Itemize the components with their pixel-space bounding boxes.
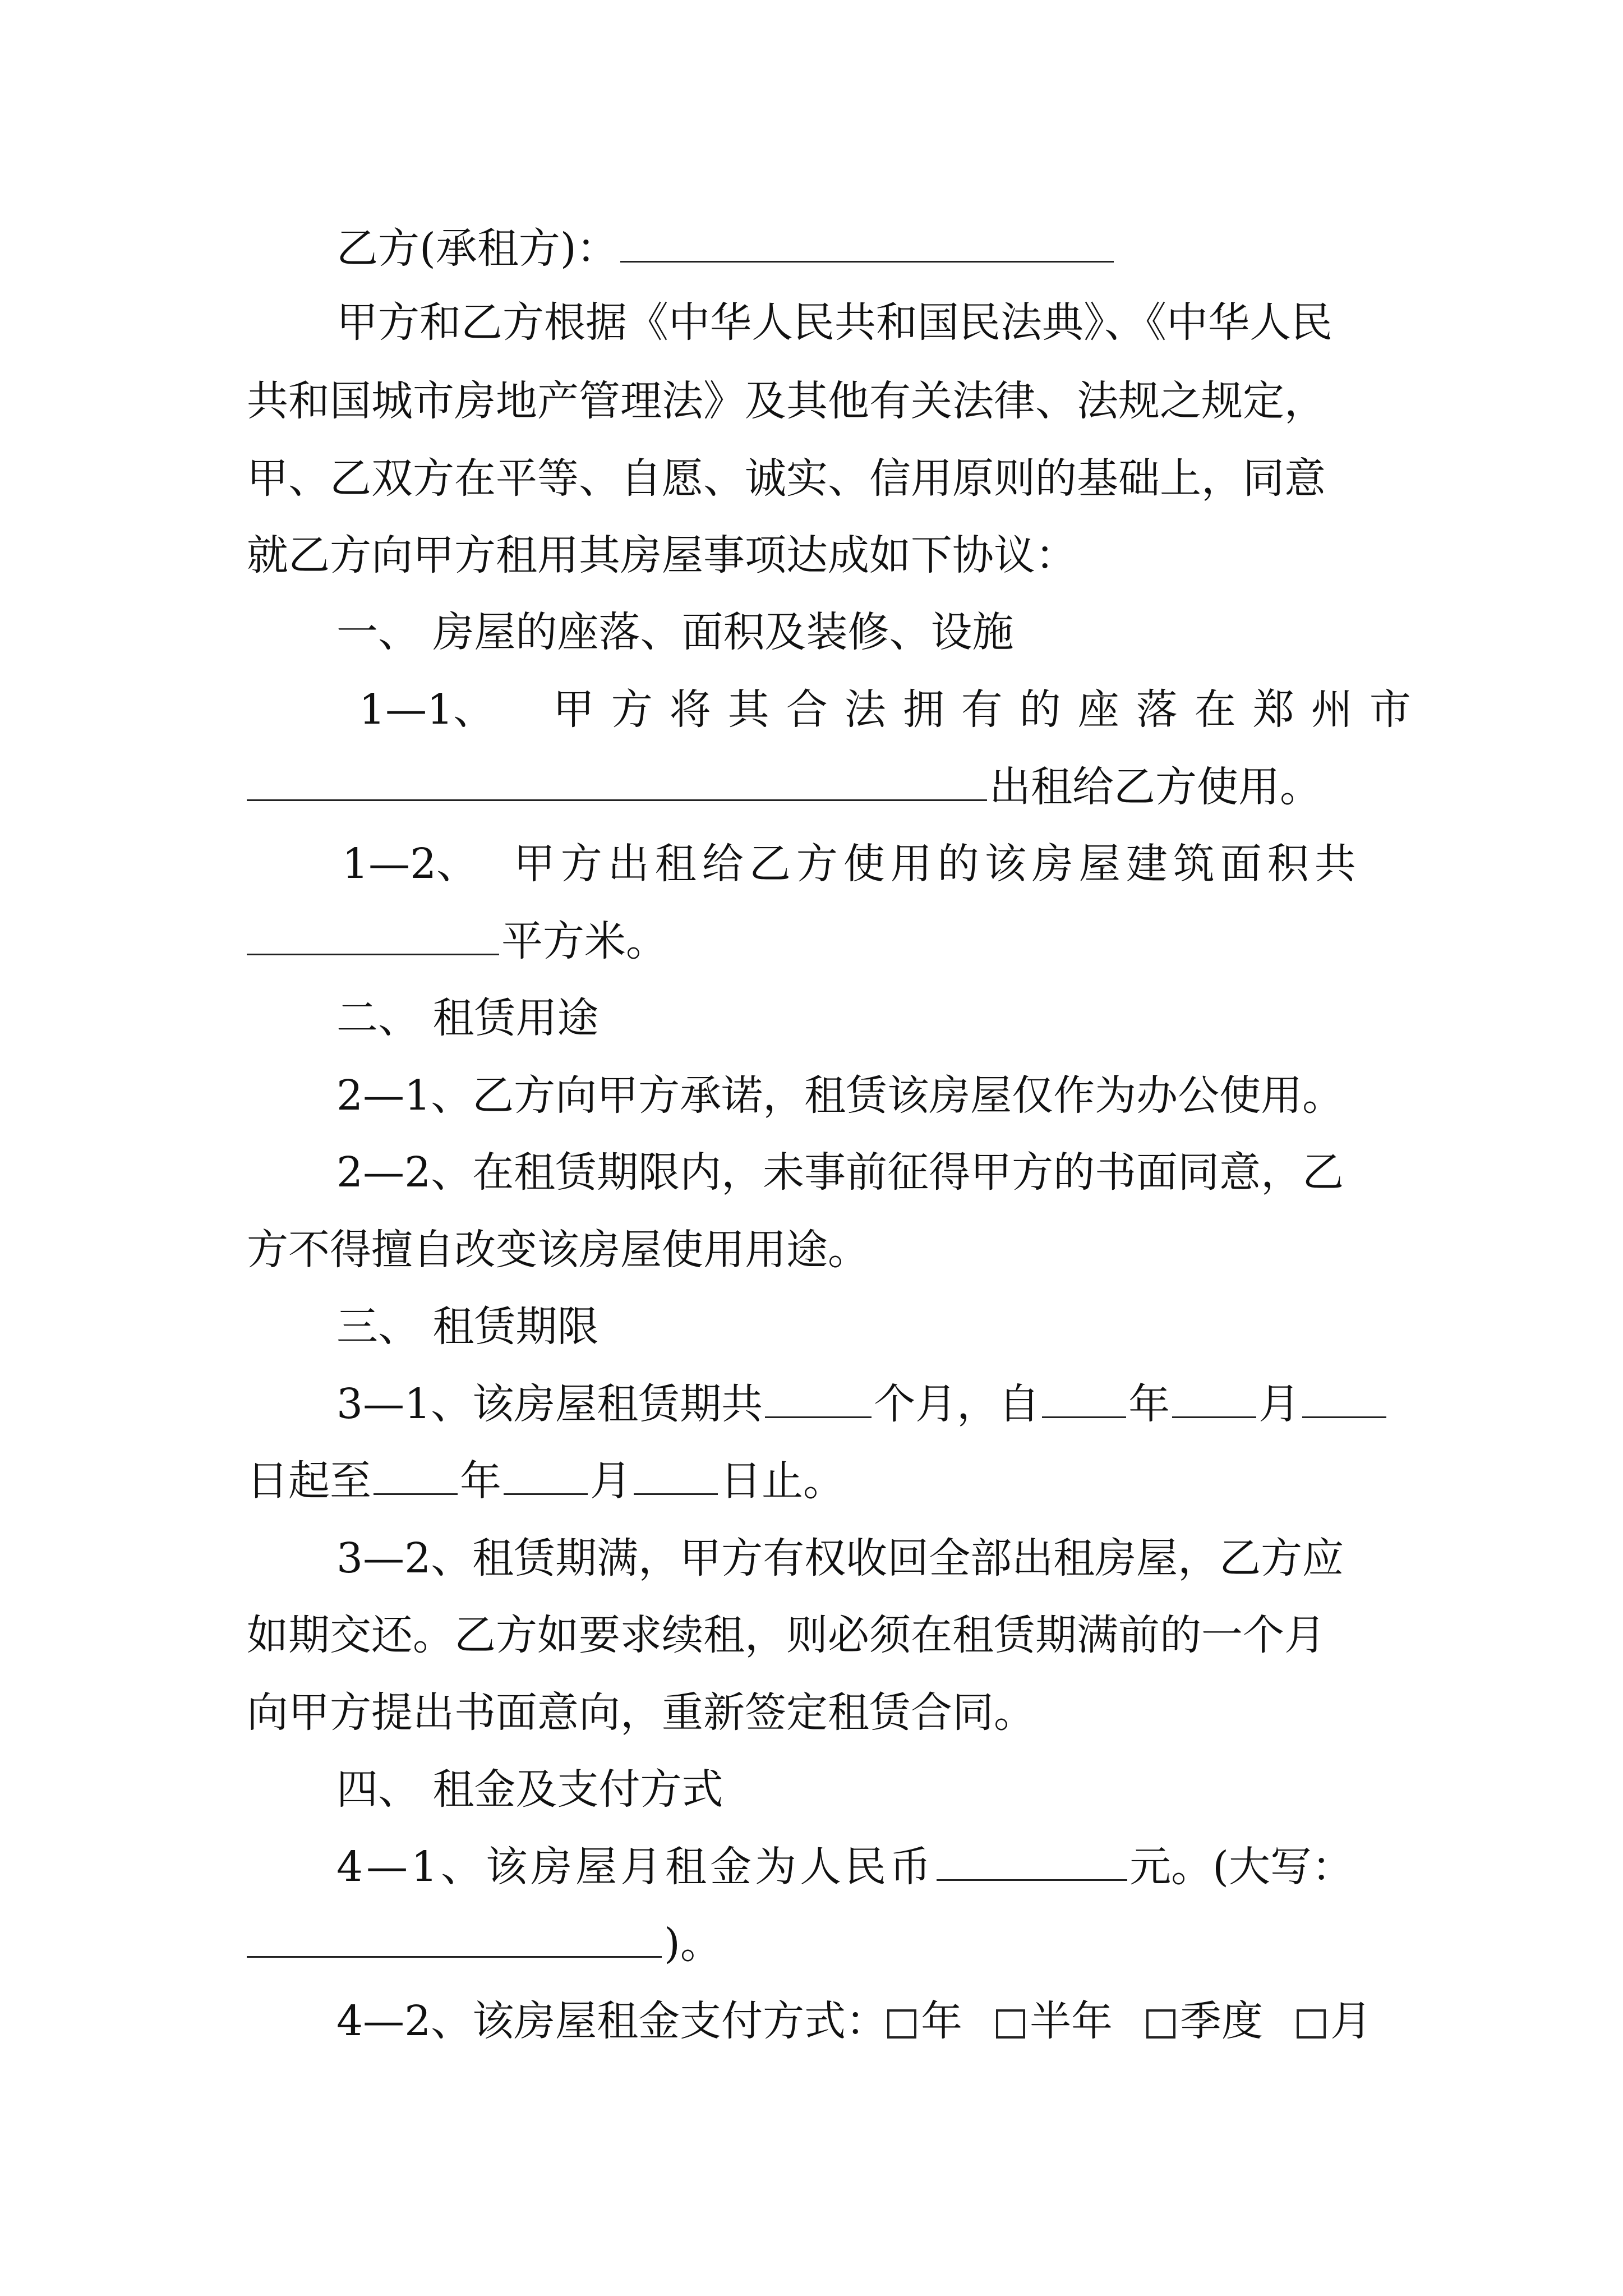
end-year-blank[interactable]	[374, 1450, 458, 1495]
rent-uppercase-blank[interactable]	[247, 1912, 662, 1958]
clause-4-1-text-a: 4—1、该房屋月租金为人民币	[336, 1843, 935, 1891]
lessee-line	[336, 212, 1116, 285]
clause-4-1-text-b: 元。(大写：	[1129, 1843, 1354, 1891]
clause-1-2-number: 1—2、	[342, 840, 478, 888]
preamble-line-3: 甲、乙双方在平等、自愿、诚实、信用原则的基础上，同意	[247, 454, 1326, 503]
clause-1-2-text: 甲方出租给乙方使用的该房屋建筑面积共	[513, 840, 1362, 888]
clause-4-1-end: )。	[664, 1920, 722, 1968]
option-month-label: 月	[1330, 1997, 1372, 2045]
start-day-blank[interactable]	[1302, 1373, 1386, 1418]
months-blank[interactable]	[765, 1373, 872, 1418]
clause-3-2-line-2: 如期交还。乙方如要求续租，则必须在租赁期满前的一个月	[247, 1611, 1326, 1659]
clause-1-1-text: 甲方将其合法拥有的座落在郑州市	[552, 685, 1428, 734]
address-blank[interactable]	[247, 756, 987, 801]
clause-4-2-text: 4—2、该房屋租金支付方式：	[336, 1997, 888, 2045]
checkbox-quarter[interactable]	[1146, 2009, 1175, 2039]
clause-3-1-line-1	[336, 1368, 1389, 1441]
area-unit: 平方米。	[501, 917, 667, 965]
clause-1-1-line-1	[359, 673, 1428, 746]
end-day-blank[interactable]	[634, 1450, 718, 1495]
option-quarter-label: 季度	[1180, 1997, 1264, 2045]
section-3-heading: 三、 租赁期限	[336, 1303, 599, 1351]
area-blank[interactable]	[247, 910, 499, 955]
section-1-heading: 一、 房屋的座落、面积及装修、设施	[336, 608, 1014, 656]
clause-2-2-line-1: 2—2、在租赁期限内，未事前征得甲方的书面同意，乙	[336, 1148, 1344, 1197]
clause-3-1-line-2	[247, 1444, 845, 1517]
rent-amount-blank[interactable]	[937, 1835, 1127, 1881]
year-label-1: 年	[1128, 1380, 1170, 1428]
clause-1-1-number: 1—1、	[359, 685, 495, 734]
year-label-2: 年	[460, 1457, 501, 1505]
lessee-blank[interactable]	[620, 217, 1114, 263]
checkbox-year[interactable]	[887, 2009, 916, 2039]
clause-1-2-line-2	[247, 905, 667, 978]
clause-4-2-line-1	[336, 1985, 1372, 2058]
option-half-year-label: 半年	[1030, 1997, 1113, 2045]
clause-3-1-text-b: 个月，自	[874, 1380, 1040, 1428]
month-label-1: 月	[1258, 1380, 1301, 1428]
clause-3-1-end: 日止。	[720, 1457, 845, 1505]
clause-2-2-line-2: 方不得擅自改变该房屋使用用途。	[247, 1226, 869, 1274]
clause-1-1-line-2	[247, 751, 1321, 823]
start-month-blank[interactable]	[1172, 1373, 1256, 1418]
preamble-line-4: 就乙方向甲方租用其房屋事项达成如下协议：	[247, 531, 1077, 579]
clause-3-2-line-1: 3—2、租赁期满，甲方有权收回全部出租房屋，乙方应	[336, 1534, 1344, 1582]
clause-2-1: 2—1、乙方向甲方承诺，租赁该房屋仅作为办公使用。	[336, 1071, 1344, 1120]
clause-4-1-line-2	[247, 1907, 722, 1980]
month-label-2: 月	[590, 1457, 631, 1505]
preamble-line-2: 共和国城市房地产管理法》及其他有关法律、法规之规定，	[247, 377, 1326, 425]
preamble-line-1: 甲方和乙方根据《中华人民共和国民法典》、《中华人民	[336, 298, 1332, 347]
clause-1-1-end: 出租给乙方使用。	[989, 763, 1321, 811]
clause-1-2-line-1	[342, 827, 1362, 900]
checkbox-month[interactable]	[1297, 2009, 1326, 2039]
start-year-blank[interactable]	[1042, 1373, 1126, 1418]
clause-4-1-line-1	[336, 1830, 1353, 1903]
section-4-heading: 四、 租金及支付方式	[336, 1765, 723, 1814]
clause-3-2-line-3: 向甲方提出书面意向，重新签定租赁合同。	[247, 1688, 1035, 1737]
clause-3-1-text-c: 日起至	[247, 1457, 371, 1505]
end-month-blank[interactable]	[504, 1450, 588, 1495]
clause-3-1-text-a: 3—1、该房屋租赁期共	[336, 1380, 763, 1428]
section-2-heading: 二、 租赁用途	[336, 994, 599, 1042]
option-year-label: 年	[921, 1997, 963, 2045]
lessee-label: 乙方(承租方)：	[336, 224, 618, 273]
checkbox-half-year[interactable]	[996, 2009, 1025, 2039]
